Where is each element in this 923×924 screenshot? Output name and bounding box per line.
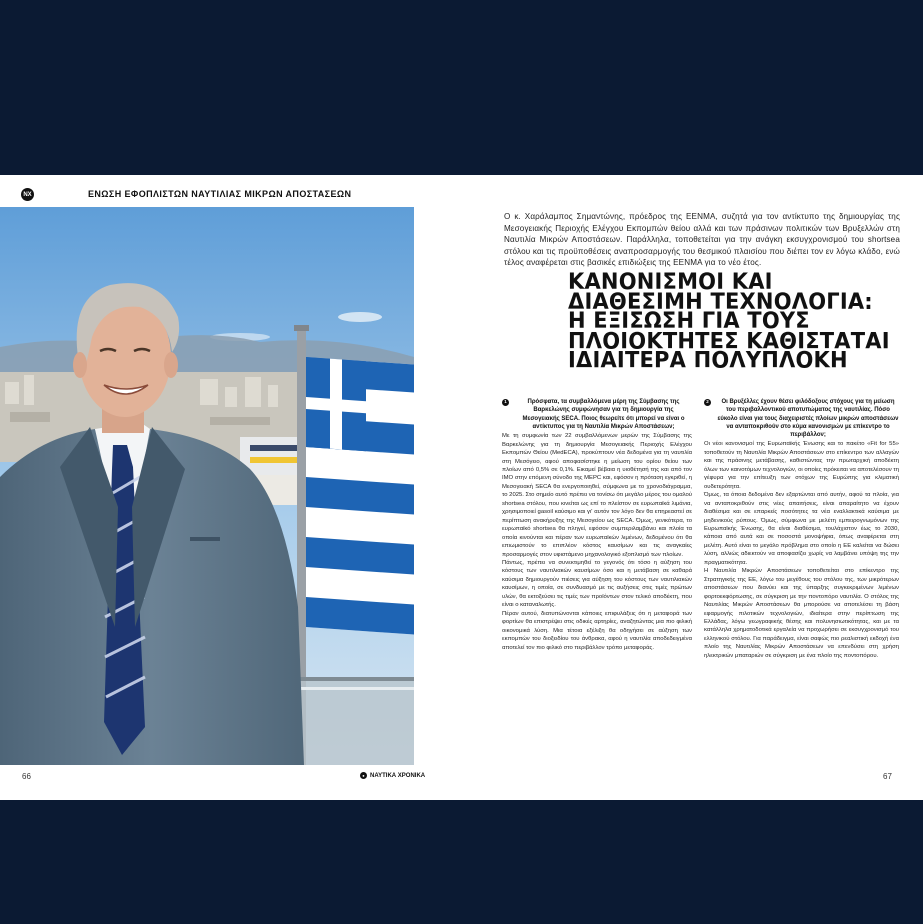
answer-paragraph: Πάντως, πρέπει να συνεκτιμηθεί το γεγονός ότι τόσο η αύξηση του κόστους των ναυτιλιακών καυσίμων όσο και η μετάβαση σε καθαρά καύσιμα δημιουργούν πιέσεις για αύξηση του κόστους των ναυτιλιακών καυσίμων, η οποία, σε συνδυασμό με τις αυξήσεις στις τιμές πρώτων υλών, θα εκτοξεύσει τις τιμές των προϊόντων στον τελικό αποδέκτη, που είναι ο καταναλωτής. (502, 559, 692, 609)
section-header: ΕΝΩΣΗ ΕΦΟΠΛΙΣΤΩΝ ΝΑΥΤΙΛΙΑΣ ΜΙΚΡΩΝ ΑΠΟΣΤΑΣΕΩΝ (88, 189, 352, 199)
brand-logo-icon: ● (360, 772, 367, 779)
headline-line: ΔΙΑΘΕΣΙΜΗ ΤΕΧΝΟΛΟΓΙΑ: (568, 288, 873, 314)
column-question-2 (704, 398, 899, 660)
question-1-row (502, 398, 692, 431)
magazine-logo-icon: ΝΧ (21, 188, 34, 201)
article-headline (568, 268, 908, 373)
answer-1 (502, 432, 692, 652)
question-2-row (704, 398, 899, 439)
answer-paragraph: Πέραν αυτού, διατυπώνονται κάποιες επιφυλάξεις ότι η μεταφορά των φορτίων θα επιστρέψει στις οδικές αρτηρίες, αναζητώντας μια πιο φιλική οικονομικά λύση. Μια τέτοια εξέλιξη θα οδηγήσει σε αύξηση των εκπομπών του διοξειδίου του άνθρακα, αφού η ναυτιλία αποδεδειγμένα αποτελεί τον πιο φιλικό στο περιβάλλον τρόπο μεταφοράς. (502, 610, 692, 651)
article-intro: Ο κ. Χαράλαμπος Σημαντώνης, πρόεδρος της ΕΕΝΜΑ, συζητά για τον αντίκτυπο της δημιουργίας της Μεσογειακής Περιοχής Ελέγχου Εκπομπών θείου αλλά και των πράσινων πολιτικών των Βρυξελλών στη Ναυτιλία Μικρών Αποστάσεων. Παράλληλα, τοποθετείται για την ανάγκη εκσυγχρονισμού του shortsea στόλου και τις προϋποθέσεις αναπροσαρμογής του θεσμικού πλαισίου που διέπει τον εν λόγω κλάδο, ενώ τέλος αναφέρεται στις βασικές επιδιώξεις της ΕΕΝΜΑ για το νέο έτος. (504, 212, 900, 268)
brand-footer-label: ΝΑΥΤΙΚΑ ΧΡΟΝΙΚΑ (370, 772, 426, 779)
answer-paragraph: Η Ναυτιλία Μικρών Αποστάσεων τοποθετείται στο επίκεντρο της Στρατηγικής της ΕΕ, λόγω του μεγέθους του στόλου της, των μικρότερων αποστάσεων που διανύει και της ύπαρξης συγκεκριμένων λιμένων φορτοεκφόρτωσης, σε σύγκριση με την ποντοπόρο ναυτιλία. Ο στόλος της Ναυτιλίας Μικρών Αποστάσεων θα μπορούσε να αποτελέσει τη βάση εφαρμογής πιλοτικών τεχνολογιών, ιδιαίτερα στην περίπτωση της Ελλάδας, λόγω γεωγραφικής θέσης και πολυνησιωτικότητας, και με τα κατάλληλα χρηματοδοτικά εργαλεία να προχωρήσει σε εκσυγχρονισμό του ελληνικού στόλου. Για παράδειγμα, είναι σαφώς πιο ρεαλιστική εκδοχή ένα πλοίο της Ναυτιλίας Μικρών Αποστάσεων να επενδύσει στη χρήση ηλεκτρικών μπαταριών σε σύγκριση με ένα πλοίο της ποντοπόρου. (704, 568, 899, 659)
brand-footer (360, 772, 425, 779)
headline-line: Η ΕΞΙΣΩΣΗ ΓΙΑ ΤΟΥΣ (568, 308, 810, 334)
question-number-badge: 2 (704, 399, 711, 406)
left-page (0, 175, 462, 800)
headline-line: ΠΛΟΙΟΚΤΗΤΕΣ ΚΑΘΙΣΤΑΤΑΙ (568, 327, 890, 354)
question-2-text: Οι Βρυξέλλες έχουν θέσει φιλόδοξους στόχους για τη μείωση του περιβαλλοντικού αποτυπώματος της ναυτιλίας. Πόσο εύκολο είναι για τους διαχειριστές πλοίων μικρών αποστάσεων να ανταποκριθούν στο κύμα κανονισμών με επίκεντρο το περιβάλλον; (717, 399, 899, 439)
question-1-text: Πρόσφατα, τα συμβαλλόμενα μέρη της Σύμβασης της Βαρκελώνης συμφώνησαν για τη δημιουργία της Μεσογειακής SECA. Ποιος θεωρείτε ότι μπορεί να είναι ο αντίκτυπος για τη Ναυτιλία Μικρών Αποστάσεων; (522, 399, 685, 430)
headline-line: ΚΑΝΟΝΙΣΜΟΙ ΚΑΙ (568, 268, 773, 295)
column-question-1 (502, 398, 692, 652)
page-number-left: 66 (22, 772, 31, 781)
portrait-photo (0, 207, 414, 765)
answer-paragraph: Όμως, τα όποια δεδομένα δεν εξαρτώνται από αυτήν, αφού τα πλοία, για να ανταποκριθούν στις νέες απαιτήσεις, είναι απαραίτητο να έχουν διαθέσιμα και σε επαρκείς ποσότητες τα νέα εναλλακτικά καύσιμα με μηδενικούς ρύπους. Όμως, σύμφωνα με μελέτη εμπειρογνωμόνων της Ευρωπαϊκής Ένωσης, θα είναι διαθέσιμα, τουλάχιστον έως το 2030, κάποια από αυτά και σε ποσοστά μονοψήφια, όπως αναφέρεται στη μελέτη. Αυτό είναι το μεγάλο πρόβλημα στο οποίο η ΕΕ καλείται να δώσει λύση, αλλιώς αδιεκτούν να αποφασίζει χωρίς να λαμβάνει υπόψη της την πραγματικότητα. (704, 492, 899, 566)
answer-2 (704, 440, 899, 660)
page-number-right: 67 (883, 772, 892, 781)
magazine-spread (0, 175, 923, 800)
headline-line: ΙΔΙΑΙΤΕΡΑ ΠΟΛΥΠΛΟΚΗ (568, 347, 848, 373)
right-page (462, 175, 923, 800)
question-number-badge: 1 (502, 399, 509, 406)
answer-paragraph: Με τη συμφωνία των 22 συμβαλλόμενων μερών της Σύμβασης της Βαρκελώνης για τη δημιουργία Μεσογειακής Περιοχής Ελέγχου Εκπομπών Θείου (MedECA), προκύπτουν νέα δεδομένα για τη ναυτιλία στη Μεσόγειο, αφού αποφασίστηκε η μείωση του ορίου θείου των πλοίων από 0,5% σε 0,1%. Εικαμεί βέβαια η υιοθέτησή της και από τον IMO στην επόμενη σύνοδο της MEPC και, εφόσον η πρόταση εγκριθεί, η Μεσογειακή SECA θα ενεργοποιηθεί, σύμφωνα με το χρονοδιάγραμμα, το 2025. Στο σημείο αυτό πρέπει να τονίσω ότι μεγάλο μέρος του ομαλού shortsea στόλου, που κινείται ως επί το πλείστον σε ευρωπαϊκά λιμάνια, χρησιμοποιεί gasoil καύσιμο και γι' αυτόν τον λόγο δεν θα επηρεαστεί σε περίπτωση ανακήρυξης της Μεσογείου ως SECA. Όμως, γενικότερα, το ευρωπαϊκό shortsea θα πληγεί, εφόσον συμπεριλαμβάνει και πλοία τα οποία κινούνται και πέραν των ευρωπαϊκών λιμένων, δεδομένου ότι θα επιωμιστούν το επιπλέον κόστος καυσίμων και τις αναγκαίες προσαρμογές στον υφιστάμενο μηχανολογικό εξοπλισμό των πλοίων. (502, 433, 692, 558)
answer-paragraph: Οι νέοι κανονισμοί της Ευρωπαϊκής Ένωσης και το πακέτο «Fit for 55» τοποθετούν τη Ναυτιλία Μικρών Αποστάσεων στο επίκεντρο των αλλαγών και της πράσινης μετάβασης, καθιστώντας την πρωταρχική αποδέκτη όλων των καινοτόμων τεχνολογιών, οι οποίες πρόκειται να αποτελέσουν τη γέφυρα για την επίτευξη των στόχων της Ευρώπης για κλιματική ουδετερότητα. (704, 441, 899, 490)
